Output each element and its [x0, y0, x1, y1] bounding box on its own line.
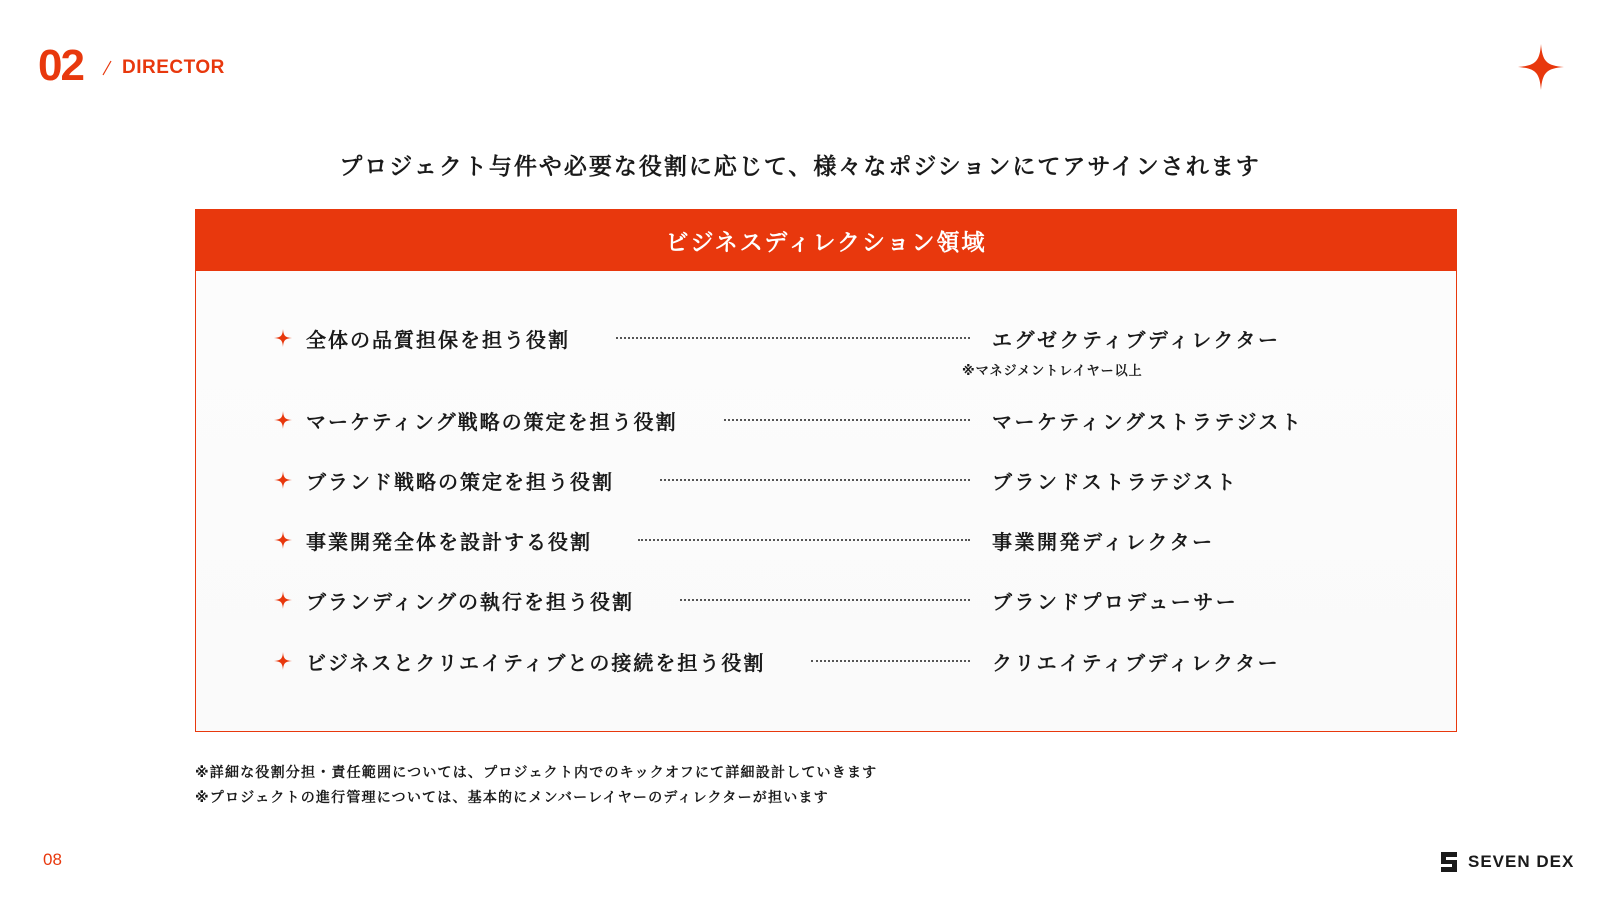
bullet-star-icon	[274, 531, 292, 549]
role-row	[274, 322, 1334, 354]
role-description: 事業開発全体を設計する役割	[306, 529, 592, 554]
bullet-star-icon	[274, 591, 292, 609]
role-row	[274, 464, 1334, 496]
role-description: ブランディングの執行を担う役割	[306, 589, 634, 614]
page-number: 08	[43, 850, 62, 869]
brand-name: SEVEN DEX	[1468, 852, 1575, 871]
position-title: マーケティングストラテジスト	[992, 409, 1304, 434]
role-description: 全体の品質担保を担う役割	[306, 327, 570, 352]
position-title: エグゼクティブディレクター	[992, 327, 1281, 352]
role-row	[274, 645, 1334, 677]
dotted-leader	[724, 419, 970, 421]
footnote: ※プロジェクトの進行管理については、基本的にメンバーレイヤーのディレクターが担います	[195, 790, 829, 806]
dotted-leader	[638, 539, 970, 541]
bullet-star-icon	[274, 652, 292, 670]
role-description: マーケティング戦略の策定を担う役割	[306, 409, 678, 434]
position-title: ブランドストラテジスト	[992, 469, 1239, 494]
dotted-leader	[680, 599, 970, 601]
page-subtitle: プロジェクト与件や必要な役割に応じて、様々なポジションにてアサインされます	[339, 154, 1261, 180]
panel-body	[196, 271, 1456, 731]
dotted-leader	[660, 479, 970, 481]
bullet-star-icon	[274, 411, 292, 429]
footnote: ※詳細な役割分担・責任範囲については、プロジェクト内でのキックオフにて詳細設計していきます	[195, 765, 878, 781]
brand-logo	[1440, 851, 1574, 873]
bullet-star-icon	[274, 471, 292, 489]
bullet-star-icon	[274, 329, 292, 347]
role-row	[274, 524, 1334, 556]
dotted-leader	[616, 337, 970, 339]
role-row	[274, 404, 1334, 436]
position-title: ブランドプロデューサー	[992, 589, 1239, 614]
role-row	[274, 584, 1334, 616]
dotted-leader	[811, 660, 970, 662]
slash-divider-icon	[100, 58, 114, 78]
position-title: クリエイティブディレクター	[992, 650, 1281, 675]
position-note: ※マネジメントレイヤー以上	[962, 364, 1143, 379]
role-description: ブランド戦略の策定を担う役割	[306, 469, 614, 494]
seven-dex-logo-icon	[1440, 851, 1458, 873]
sparkle-star-icon	[1518, 44, 1564, 90]
business-direction-panel	[195, 209, 1457, 732]
section-number: 02	[38, 41, 83, 90]
panel-title: ビジネスディレクション領域	[196, 210, 1456, 271]
position-title: 事業開発ディレクター	[992, 529, 1215, 554]
section-label: DIRECTOR	[122, 57, 225, 78]
role-description: ビジネスとクリエイティブとの接続を担う役割	[306, 650, 766, 675]
